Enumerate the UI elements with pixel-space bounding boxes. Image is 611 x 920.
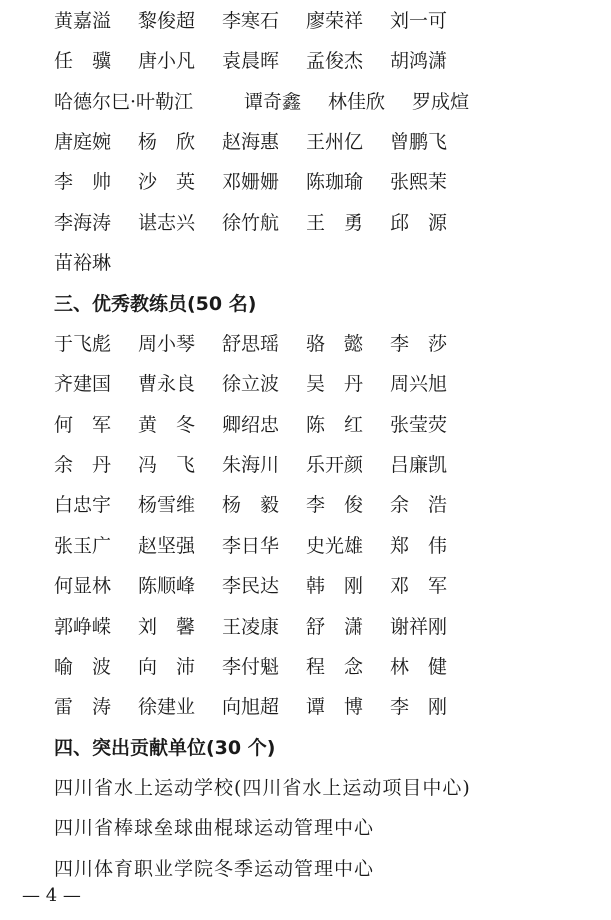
name: 卿绍忠	[222, 414, 280, 436]
name: 喻 波	[54, 656, 112, 678]
unit-item: 四川省棒球垒球曲棍球运动管理中心	[54, 817, 375, 839]
name: 赵坚强	[138, 535, 196, 557]
name: 谢祥刚	[390, 616, 448, 638]
name: 雷 涛	[54, 696, 112, 718]
name: 白忠宇	[54, 494, 112, 516]
name: 张莹荧	[390, 414, 448, 436]
name: 吴 丹	[306, 373, 364, 395]
name: 谌志兴	[138, 212, 196, 234]
name: 程 念	[306, 656, 364, 678]
name: 王州亿	[306, 131, 364, 153]
name: 李 刚	[390, 696, 448, 718]
name: 骆 懿	[306, 333, 364, 355]
name: 任 骥	[54, 50, 112, 72]
name: 曹永良	[138, 373, 196, 395]
name: 苗裕琳	[54, 252, 112, 274]
name: 向 沛	[138, 656, 196, 678]
name: 邓姗姗	[222, 171, 280, 193]
name: 余 浩	[390, 494, 448, 516]
name: 沙 英	[138, 171, 196, 193]
name: 李日华	[222, 535, 280, 557]
name: 林 健	[390, 656, 448, 678]
name: 齐建国	[54, 373, 112, 395]
name: 余 丹	[54, 454, 112, 476]
name: 李 帅	[54, 171, 112, 193]
name: 李 莎	[390, 333, 448, 355]
name: 杨 毅	[222, 494, 280, 516]
section-heading-coaches: 三、优秀教练员(50 名)	[54, 293, 257, 315]
name: 徐竹航	[222, 212, 280, 234]
name: 李寒石	[222, 10, 280, 32]
name: 郭峥嵘	[54, 616, 112, 638]
name: 黎俊超	[138, 10, 196, 32]
name: 朱海川	[222, 454, 280, 476]
name: 刘一可	[390, 10, 448, 32]
name: 黄嘉溢	[54, 10, 112, 32]
name: 徐建业	[138, 696, 196, 718]
name: 于飞彪	[54, 333, 112, 355]
name: 张熙茉	[390, 171, 448, 193]
name: 郑 伟	[390, 535, 448, 557]
section-heading-units: 四、突出贡献单位(30 个)	[54, 737, 276, 759]
name: 孟俊杰	[306, 50, 364, 72]
name: 周兴旭	[390, 373, 448, 395]
name: 韩 刚	[306, 575, 364, 597]
name: 李海涛	[54, 212, 112, 234]
name: 吕廉凯	[390, 454, 448, 476]
name: 谭奇鑫	[244, 91, 302, 113]
name: 陈 红	[306, 414, 364, 436]
name: 林佳欣	[328, 91, 386, 113]
name: 廖荣祥	[306, 10, 364, 32]
name: 王凌康	[222, 616, 280, 638]
name: 邓 军	[390, 575, 448, 597]
name: 赵海惠	[222, 131, 280, 153]
unit-item: 四川省水上运动学校(四川省水上运动项目中心)	[54, 777, 471, 799]
name: 邱 源	[390, 212, 448, 234]
name: 陈顺峰	[138, 575, 196, 597]
name: 陈珈瑜	[306, 171, 364, 193]
name: 周小琴	[138, 333, 196, 355]
unit-item: 四川体育职业学院冬季运动管理中心	[54, 858, 375, 880]
name: 唐庭婉	[54, 131, 112, 153]
name: 谭 博	[306, 696, 364, 718]
name: 乐开颜	[306, 454, 364, 476]
name: 刘 馨	[138, 616, 196, 638]
name: 张玉广	[54, 535, 112, 557]
name: 冯 飞	[138, 454, 196, 476]
name: 曾鹏飞	[390, 131, 448, 153]
name: 舒 潇	[306, 616, 364, 638]
name: 李 俊	[306, 494, 364, 516]
name: 杨雪维	[138, 494, 196, 516]
name: 胡鸿潇	[390, 50, 448, 72]
name: 王 勇	[306, 212, 364, 234]
name: 史光雄	[306, 535, 364, 557]
name: 唐小凡	[138, 50, 196, 72]
name: 何 军	[54, 414, 112, 436]
name: 徐立波	[222, 373, 280, 395]
name: 李民达	[222, 575, 280, 597]
name: 舒思瑶	[222, 333, 280, 355]
page-number: — 4 —	[22, 885, 81, 906]
name: 何显林	[54, 575, 112, 597]
name: 黄 冬	[138, 414, 196, 436]
name: 杨 欣	[138, 131, 196, 153]
name: 李付魁	[222, 656, 280, 678]
name: 袁晨晖	[222, 50, 280, 72]
name: 罗成煊	[412, 91, 470, 113]
name: 向旭超	[222, 696, 280, 718]
name: 哈德尔巳·叶勒江	[54, 91, 194, 113]
